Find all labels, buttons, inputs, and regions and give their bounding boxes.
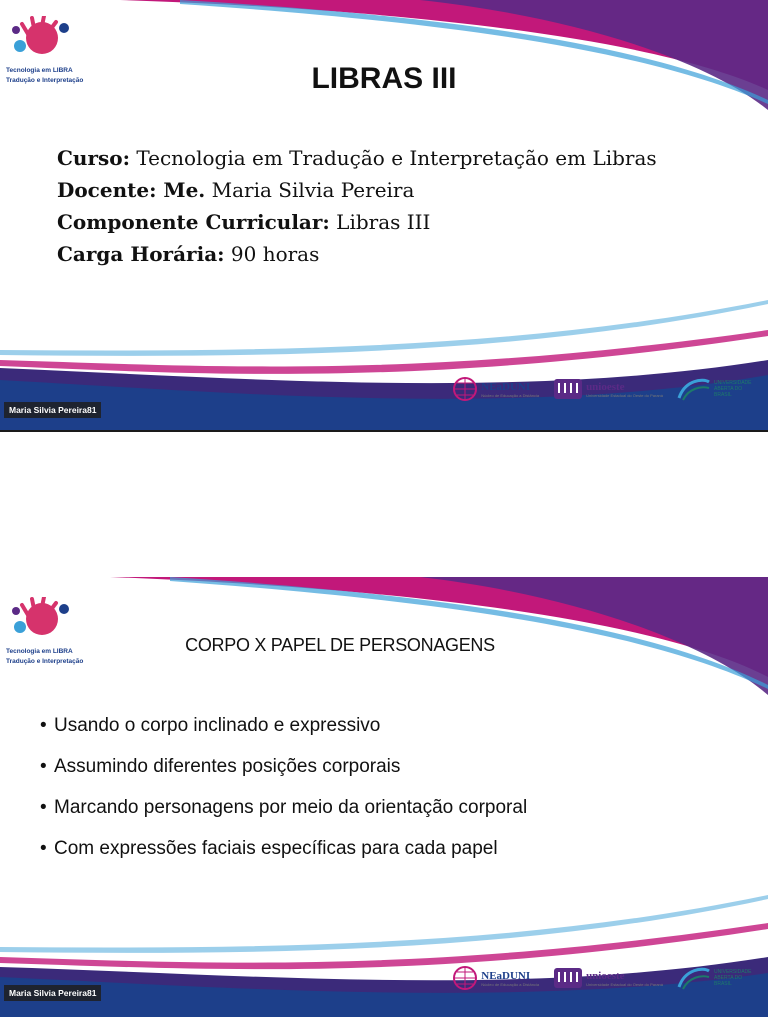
- unioeste-name: unioeste: [586, 969, 625, 982]
- slide-2: [0, 577, 768, 1017]
- info-value: Maria Silvia Pereira: [205, 178, 415, 202]
- uab-emblem-icon: [677, 965, 711, 991]
- bullet-text: Marcando personagens por meio da orientação corporal: [54, 797, 528, 818]
- info-label: Componente Curricular:: [57, 210, 330, 234]
- logo-text-line-2: Tradução e Interpretação: [6, 77, 84, 84]
- info-label: Docente: Me.: [57, 178, 206, 202]
- info-label: Carga Horária:: [57, 242, 225, 266]
- uab-logo: [677, 965, 754, 991]
- neaduni-logo: [452, 376, 539, 402]
- unioeste-subtitle: Universidade Estadual do Oeste do Paraná: [586, 981, 663, 987]
- neaduni-name: NEaDUNI: [481, 969, 531, 982]
- partner-logos: [452, 376, 754, 402]
- uab-logo: [677, 376, 754, 402]
- bullet-list: [40, 705, 527, 869]
- unioeste-emblem-icon: [553, 966, 583, 990]
- bullet-text: Usando o corpo inclinado e expressivo: [54, 715, 381, 736]
- neaduni-name: NEaDUNI: [481, 380, 531, 393]
- hands-icon: [6, 16, 76, 60]
- neaduni-subtitle: Núcleo de Educação a Distância: [481, 981, 540, 987]
- unioeste-logo: [553, 377, 663, 401]
- uab-emblem-icon: [677, 376, 711, 402]
- list-item: • Com expressões faciais específicas para cada papel: [40, 838, 498, 859]
- list-item: • Assumindo diferentes posições corporais: [40, 756, 401, 777]
- info-label: Curso:: [57, 146, 130, 170]
- globe-icon: [452, 965, 478, 991]
- unioeste-name: unioeste: [586, 380, 625, 393]
- logo-text-line-1: Tecnologia em LIBRA: [6, 67, 73, 74]
- list-item: • Marcando personagens por meio da orientação corporal: [40, 797, 528, 818]
- unioeste-subtitle: Universidade Estadual do Oeste do Paraná: [586, 392, 663, 398]
- info-row-component: [57, 206, 657, 238]
- info-row-hours: [57, 238, 657, 270]
- presenter-name-tag: Maria Silvia Pereira81: [4, 985, 101, 1001]
- neaduni-subtitle: Núcleo de Educação a Distância: [481, 392, 540, 398]
- info-row-course: [57, 142, 657, 174]
- presenter-name-tag: Maria Silvia Pereira81: [4, 402, 101, 418]
- logo-text-line-1: Tecnologia em LIBRA: [6, 648, 73, 655]
- slide-1: [0, 0, 768, 432]
- info-row-teacher: [57, 174, 657, 206]
- uab-name: UNIVERSIDADE ABERTA DO BRASIL: [714, 969, 752, 987]
- info-value: Libras III: [329, 210, 431, 234]
- uab-name: UNIVERSIDADE ABERTA DO BRASIL: [714, 380, 752, 398]
- bullet-text: Assumindo diferentes posições corporais: [54, 756, 401, 777]
- unioeste-emblem-icon: [553, 377, 583, 401]
- neaduni-logo: [452, 965, 539, 991]
- info-value: Tecnologia em Tradução e Interpretação em Libras: [129, 146, 657, 170]
- list-item: • Usando o corpo inclinado e expressivo: [40, 715, 381, 736]
- partner-logos: [452, 965, 754, 991]
- slide-title: LIBRAS III: [311, 62, 457, 95]
- unioeste-logo: [553, 966, 663, 990]
- logo-text-line-2: Tradução e Interpretação: [6, 658, 84, 665]
- info-value: 90 horas: [224, 242, 320, 266]
- slide-title: CORPO X PAPEL DE PERSONAGENS: [185, 635, 495, 655]
- course-info: [57, 142, 657, 270]
- bullet-text: Com expressões faciais específicas para cada papel: [54, 838, 498, 859]
- globe-icon: [452, 376, 478, 402]
